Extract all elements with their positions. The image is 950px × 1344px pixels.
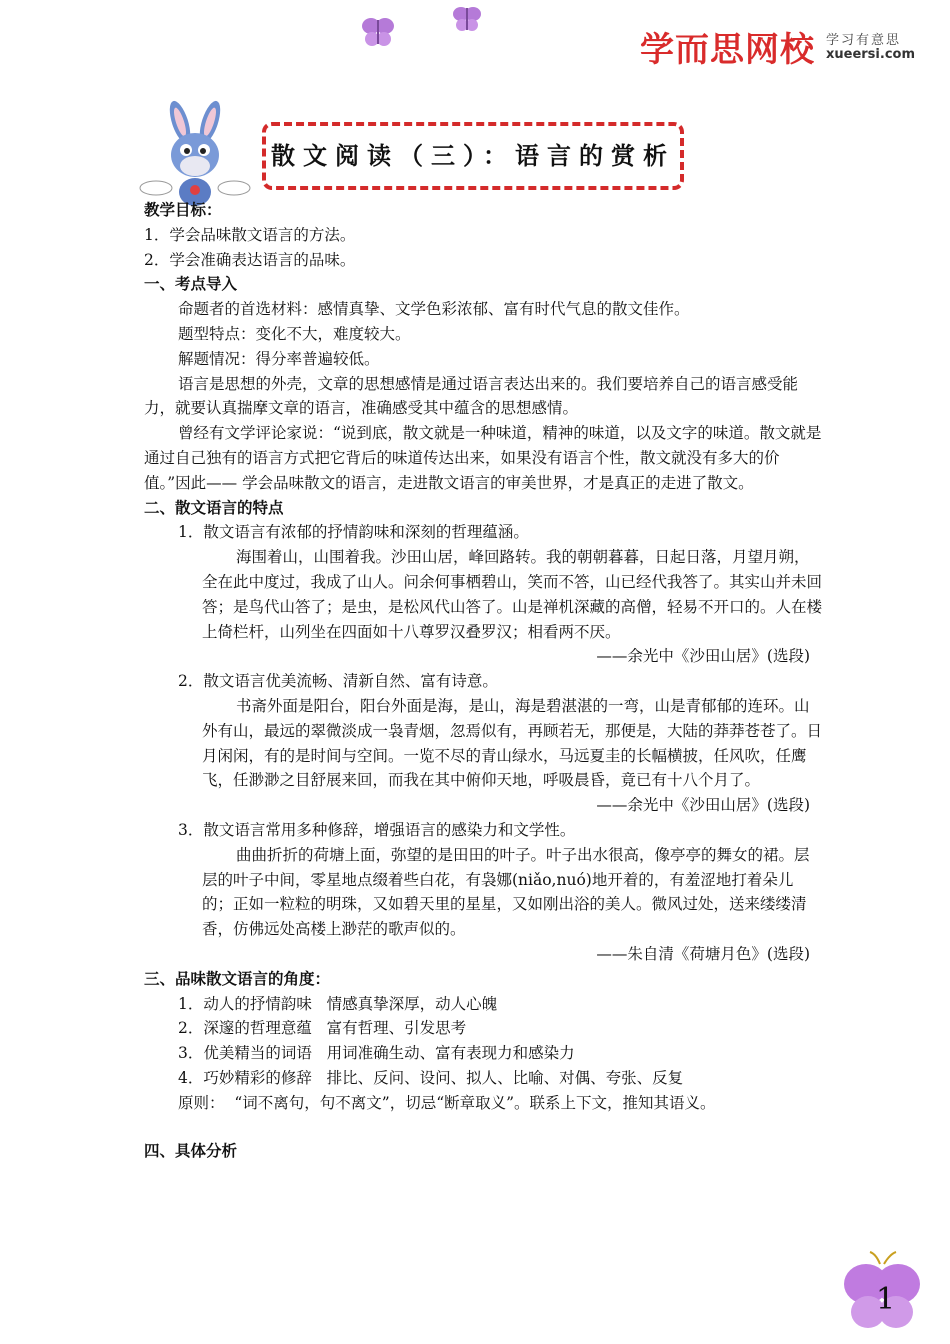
- angle-item: 3．优美精当的词语 用词准确生动、富有表现力和感染力: [178, 1044, 575, 1063]
- feature-quote: 海围着山，山围着我。沙田山居，峰回路转。我的朝朝暮暮，日起日落，月望月朔，全在此中度过，我成了山人。问余何事栖碧山，笑而不答，山已经代我答了。其实山并未回答；是鸟代山答了；是虫，是松风代山答了。山是禅机深藏的高僧，轻易不开口的。人在楼上倚栏杆，山列坐在四面如十八尊罗汉叠罗汉；相看两不厌。: [202, 548, 823, 641]
- angle-item: 1．动人的抒情韵味 情感真挚深厚，动人心魄: [178, 994, 498, 1013]
- brand-url: xueersi.com: [826, 47, 916, 62]
- butterfly-icon: [360, 14, 396, 50]
- section1-line: 命题者的首选材料：感情真挚、文学色彩浓郁、富有时代气息的散文佳作。: [178, 300, 690, 319]
- section1-heading: 一、考点导入: [144, 274, 238, 294]
- donkey-mascot-icon: [132, 100, 257, 210]
- feature-quote: 书斋外面是阳台，阳台外面是海，是山，海是碧湛湛的一弯，山是青郁郁的连环。山外有山，最远的翠微淡成一袅青烟，忽焉似有，再顾若无，那便是，大陆的莽莽苍苍了。日月闲闲，有的是时间与空间。一览不尽的青山绿水，马远夏圭的长幅横披，任风吹，任鹰飞，任渺渺之目舒展来回，而我在其中俯仰天地，呼吸晨昏，竟已有十八个月了。: [202, 696, 823, 790]
- brand-logo: [640, 20, 930, 70]
- brand-slogan: 学习有意思: [826, 33, 902, 48]
- feature-point: 3．散文语言常用多种修辞，增强语言的感染力和文学性。: [178, 820, 576, 839]
- quote-source: ——朱自清《荷塘月色》(选段): [596, 944, 810, 963]
- angle-item: 4．巧妙精彩的修辞 排比、反问、设问、拟人、比喻、对偶、夸张、反复: [178, 1068, 684, 1087]
- section1-line: 题型特点：变化不大，难度较大。: [178, 324, 411, 343]
- brand-name: 学而思网校: [640, 30, 815, 70]
- principle-line: 原则： “词不离句，句不离文”，切忌“断章取义”。联系上下文，推知其语义。: [178, 1093, 716, 1112]
- page-number: 1: [876, 1282, 896, 1317]
- section1-line: 解题情况：得分率普遍较低。: [178, 349, 380, 368]
- section1-paragraph: 曾经有文学评论家说：“说到底，散文就是一种味道，精神的味道，以及文字的味道。散文就是通过自己独有的语言方式把它背后的味道传达出来，如果没有语言个性，散文就没有多大的价值。”因此—— 学会品味散文的语言，走进散文语言的审美世界，才是真正的走进了散文。: [144, 424, 822, 492]
- section4-heading: 四、具体分析: [144, 1141, 238, 1161]
- quote-source: ——余光中《沙田山居》(选段): [596, 647, 810, 666]
- objectives-heading: 教学目标：: [144, 200, 222, 219]
- quote-source: ——余光中《沙田山居》(选段): [596, 796, 810, 815]
- section1-paragraph: 语言是思想的外壳，文章的思想感情是通过语言表达出来的。我们要培养自己的语言感受能力，就要认真揣摩文章的语言，准确感受其中蕴含的思想感情。: [144, 374, 799, 418]
- section2-heading: 二、散文语言的特点: [144, 497, 284, 517]
- objective-item: 1．学会品味散文语言的方法。: [144, 225, 356, 244]
- feature-point: 1．散文语言有浓郁的抒情韵味和深刻的哲理蕴涵。: [178, 523, 529, 542]
- lesson-title-banner: [262, 122, 684, 190]
- section3-heading: 三、品味散文语言的角度：: [144, 968, 331, 988]
- feature-quote: 曲曲折折的荷塘上面，弥望的是田田的叶子。叶子出水很高，像亭亭的舞女的裙。层层的叶子中间，零星地点缀着些白花，有袅娜(niǎo,nuó)地开着的，有羞涩地打着朵儿的；正如一粒粒的明珠，又如碧天里的星星，又如刚出浴的美人。微风过处，送来缕缕清香，仿佛远处高楼上渺茫的歌声似的。: [202, 845, 810, 939]
- lesson-content: [144, 198, 824, 1164]
- objective-item: 2．学会准确表达语言的品味。: [144, 250, 356, 269]
- page-title: 散文阅读（三）：语言的赏析: [271, 141, 675, 170]
- feature-point: 2．散文语言优美流畅、清新自然、富有诗意。: [178, 672, 498, 691]
- angle-item: 2．深邃的哲理意蕴 富有哲理、引发思考: [178, 1019, 467, 1038]
- butterfly-icon: [452, 4, 482, 34]
